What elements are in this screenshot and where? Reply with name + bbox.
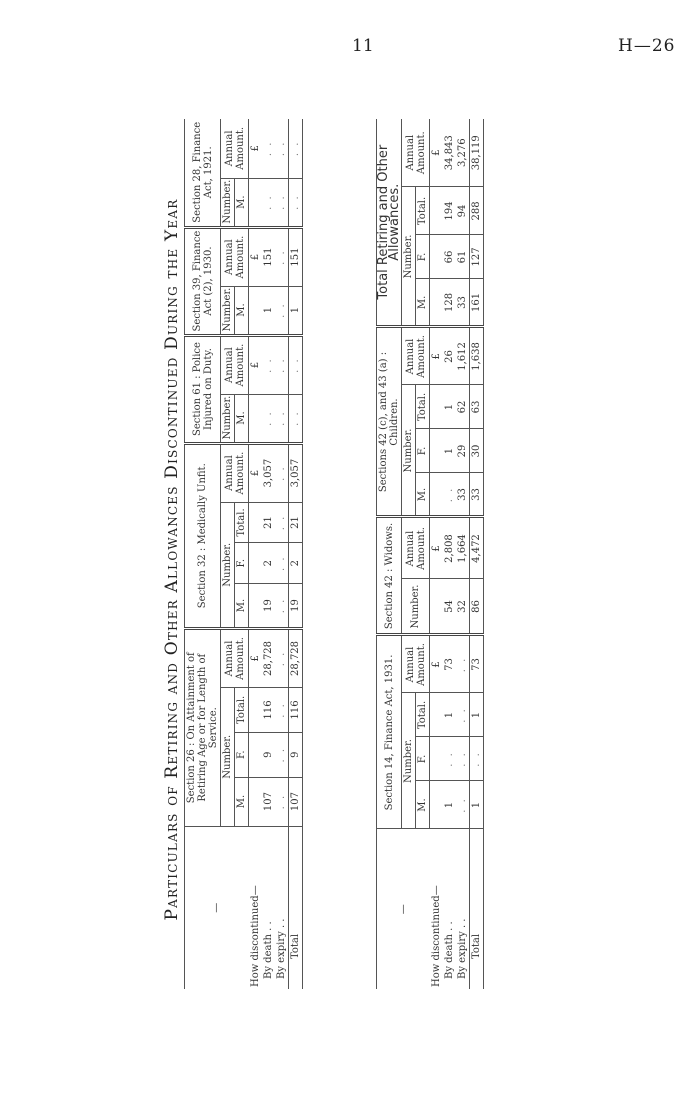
section-28-head: Section 28, Finance Act, 1921. bbox=[185, 119, 221, 227]
cell: . . bbox=[289, 178, 303, 227]
cell: 33 bbox=[470, 473, 484, 517]
label-col-head: — bbox=[377, 829, 430, 989]
total-label: Total bbox=[470, 829, 484, 989]
cell: 73 bbox=[470, 635, 484, 693]
total-head: Total. bbox=[416, 385, 430, 429]
section-26-head: Section 26 : On Attainment of Retiring Age or for Length of Service. bbox=[185, 628, 221, 826]
amount-head: Annual Amount. bbox=[221, 119, 249, 178]
cell: 9 bbox=[262, 732, 275, 777]
number-head: Number. bbox=[402, 187, 416, 327]
cell: . . bbox=[262, 335, 275, 394]
pound-sign: £ bbox=[249, 335, 263, 394]
cell: 1,638 bbox=[470, 327, 484, 385]
cell: . . bbox=[456, 693, 470, 737]
cell: 1 bbox=[470, 781, 484, 829]
section-32-head: Section 32 : Medically Unfit. bbox=[185, 443, 221, 628]
total-head: Total. bbox=[235, 688, 249, 733]
number-head: Number. bbox=[402, 385, 416, 517]
total-label: Total bbox=[289, 826, 303, 989]
cell: 63 bbox=[470, 385, 484, 429]
f-head: F. bbox=[235, 543, 249, 584]
m-head: M. bbox=[235, 394, 249, 443]
table-row bbox=[289, 119, 303, 989]
total-head: Total. bbox=[416, 187, 430, 235]
cell: 9 bbox=[289, 732, 303, 777]
cell: 1 bbox=[443, 429, 456, 473]
cell: 3,057 bbox=[289, 443, 303, 502]
pound-sign: £ bbox=[249, 227, 263, 286]
number-head: Number. bbox=[402, 693, 416, 829]
m-head: M. bbox=[235, 584, 249, 629]
cell: 26 bbox=[443, 327, 456, 385]
cell: 28,728 bbox=[289, 628, 303, 687]
cell: 1 bbox=[443, 385, 456, 429]
how-discontinued-label: How discontinued— bbox=[430, 885, 442, 987]
cell: 86 bbox=[470, 579, 484, 635]
table-row bbox=[262, 119, 275, 989]
cell: 32 bbox=[456, 579, 470, 635]
cell: . . bbox=[275, 688, 289, 733]
cell: 66 bbox=[443, 235, 456, 279]
cell: . . bbox=[275, 443, 289, 502]
cell: 151 bbox=[289, 227, 303, 286]
cell: 2 bbox=[262, 543, 275, 584]
cell: 21 bbox=[289, 502, 303, 543]
section-61-head: Section 61 : Police Injured on Duty. bbox=[185, 335, 221, 443]
section-14-head: Section 14, Finance Act, 1931. bbox=[377, 635, 402, 829]
amount-head: Annual Amount. bbox=[402, 517, 430, 579]
f-head: F. bbox=[416, 429, 430, 473]
cell: . . bbox=[275, 584, 289, 629]
cell: 30 bbox=[470, 429, 484, 473]
cell: 1 bbox=[470, 693, 484, 737]
cell: . . bbox=[275, 286, 289, 335]
cell: . . bbox=[456, 737, 470, 781]
m-head: M. bbox=[235, 178, 249, 227]
cell: . . bbox=[470, 737, 484, 781]
cell: 1,664 bbox=[456, 517, 470, 579]
cell: 33 bbox=[456, 279, 470, 327]
cell: . . bbox=[275, 732, 289, 777]
cell: . . bbox=[275, 543, 289, 584]
cell: 4,472 bbox=[470, 517, 484, 579]
page-code: H—26 bbox=[618, 36, 676, 56]
cell: 1,612 bbox=[456, 327, 470, 385]
cell: . . bbox=[456, 635, 470, 693]
cell: . . bbox=[275, 227, 289, 286]
cell: 29 bbox=[456, 429, 470, 473]
cell: 33 bbox=[456, 473, 470, 517]
amount-head: Annual Amount. bbox=[402, 635, 430, 693]
cell: . . bbox=[456, 781, 470, 829]
m-head: M. bbox=[416, 279, 430, 327]
table-row bbox=[443, 119, 456, 989]
cell: 116 bbox=[289, 688, 303, 733]
m-head: M. bbox=[235, 777, 249, 826]
cell: 38,119 bbox=[470, 119, 484, 187]
cell: . . bbox=[275, 119, 289, 178]
page-title: Particulars of Retiring and Other Allowances Discontinued During the Year bbox=[162, 198, 182, 921]
cell: 288 bbox=[470, 187, 484, 235]
number-head: Number. bbox=[221, 286, 235, 335]
allowances-table-1 bbox=[184, 119, 303, 989]
amount-head: Annual Amount. bbox=[221, 335, 249, 394]
section-39-head: Section 39, Finance Act (2), 1930. bbox=[185, 227, 221, 335]
cell: 2,808 bbox=[443, 517, 456, 579]
total-head: Total. bbox=[235, 502, 249, 543]
cell: 1 bbox=[443, 693, 456, 737]
f-head: F. bbox=[416, 235, 430, 279]
cell: 107 bbox=[289, 777, 303, 826]
number-head: Number. bbox=[221, 688, 235, 827]
cell: . . bbox=[275, 178, 289, 227]
section-42-head: Section 42 : Widows. bbox=[377, 517, 402, 635]
amount-head: Annual Amount. bbox=[221, 227, 249, 286]
cell: . . bbox=[262, 119, 275, 178]
by-death-label: By death . . bbox=[444, 921, 455, 979]
cell: 1 bbox=[443, 781, 456, 829]
pound-sign: £ bbox=[249, 628, 263, 687]
cell: 3,057 bbox=[262, 443, 275, 502]
label-col-head: — bbox=[185, 826, 249, 989]
cell: 127 bbox=[470, 235, 484, 279]
cell: 19 bbox=[289, 584, 303, 629]
pound-sign: £ bbox=[249, 443, 263, 502]
f-head: F. bbox=[416, 737, 430, 781]
cell: 128 bbox=[443, 279, 456, 327]
cell: 107 bbox=[262, 777, 275, 826]
number-head: Number. bbox=[221, 394, 235, 443]
by-expiry-label: By expiry . . bbox=[276, 918, 287, 979]
cell: 194 bbox=[443, 187, 456, 235]
by-expiry-label: By expiry . . bbox=[457, 918, 468, 979]
section-42c-head: Sections 42 (c), and 43 (a) : Children. bbox=[377, 327, 402, 517]
cell: 161 bbox=[470, 279, 484, 327]
cell: 62 bbox=[456, 385, 470, 429]
number-head: Number. bbox=[402, 579, 430, 635]
cell: 28,728 bbox=[262, 628, 275, 687]
total-head: Total. bbox=[416, 693, 430, 737]
cell: 3,276 bbox=[456, 119, 470, 187]
how-discontinued-label: How discontinued— bbox=[249, 885, 261, 987]
cell: 19 bbox=[262, 584, 275, 629]
m-head: M. bbox=[416, 473, 430, 517]
table-row bbox=[470, 119, 484, 989]
cell: 151 bbox=[262, 227, 275, 286]
cell: 116 bbox=[262, 688, 275, 733]
cell: . . bbox=[275, 502, 289, 543]
cell: . . bbox=[443, 737, 456, 781]
pound-sign: £ bbox=[249, 119, 263, 178]
m-head: M. bbox=[416, 781, 430, 829]
cell: 54 bbox=[443, 579, 456, 635]
m-head: M. bbox=[235, 286, 249, 335]
cell: 61 bbox=[456, 235, 470, 279]
pound-sign: £ bbox=[430, 517, 444, 579]
cell: . . bbox=[289, 335, 303, 394]
cell: . . bbox=[275, 628, 289, 687]
cell: . . bbox=[289, 394, 303, 443]
cell: 1 bbox=[289, 286, 303, 335]
cell: . . bbox=[443, 473, 456, 517]
grand-total-head: Total Retiring and Other Allowances. bbox=[377, 119, 402, 327]
cell: 94 bbox=[456, 187, 470, 235]
cell: 73 bbox=[443, 635, 456, 693]
pound-sign: £ bbox=[430, 119, 444, 187]
by-death-label: By death . . bbox=[263, 921, 274, 979]
cell: 2 bbox=[289, 543, 303, 584]
cell: 21 bbox=[262, 502, 275, 543]
pound-sign: £ bbox=[430, 635, 444, 693]
cell: . . bbox=[275, 394, 289, 443]
table-row bbox=[275, 119, 289, 989]
cell: . . bbox=[262, 394, 275, 443]
cell: 1 bbox=[262, 286, 275, 335]
cell: . . bbox=[289, 119, 303, 178]
page-number: 11 bbox=[352, 36, 374, 56]
amount-head: Annual Amount. bbox=[402, 327, 430, 385]
cell: . . bbox=[275, 335, 289, 394]
amount-head: Annual Amount. bbox=[402, 119, 430, 187]
amount-head: Annual Amount. bbox=[221, 628, 249, 687]
number-head: Number. bbox=[221, 502, 235, 628]
allowances-table-2 bbox=[376, 119, 484, 989]
cell: . . bbox=[262, 178, 275, 227]
table-row bbox=[456, 119, 470, 989]
pound-sign: £ bbox=[430, 327, 444, 385]
cell: 34,843 bbox=[443, 119, 456, 187]
f-head: F. bbox=[235, 732, 249, 777]
cell: . . bbox=[275, 777, 289, 826]
number-head: Number. bbox=[221, 178, 235, 227]
amount-head: Annual Amount. bbox=[221, 443, 249, 502]
